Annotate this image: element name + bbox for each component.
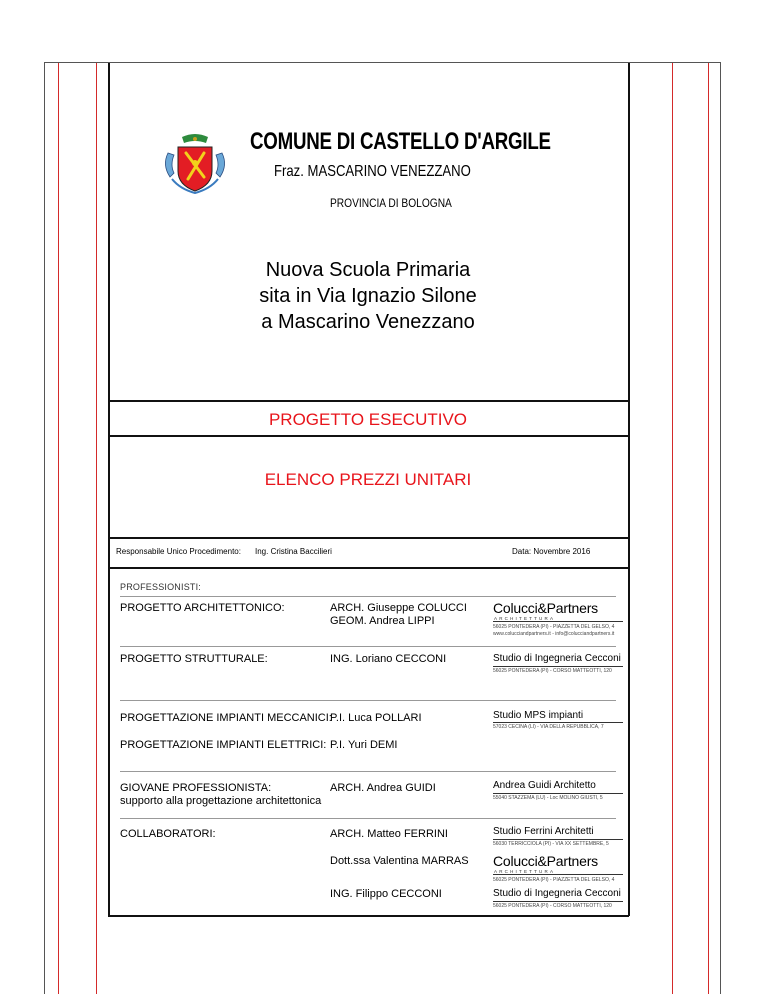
rup-name: Ing. Cristina Baccilieri (255, 547, 332, 556)
info-bar-top-rule (108, 537, 628, 539)
fraction-subtitle: Fraz. MASCARINO VENEZZANO (274, 163, 471, 180)
phase-top-rule (108, 400, 628, 402)
right-red-guide-2 (708, 62, 709, 994)
project-title-line: Nuova Scuola Primaria (265, 259, 471, 281)
professionals-heading: PROFESSIONISTI: (120, 582, 202, 592)
project-title (108, 257, 628, 335)
role-label: PROGETTO ARCHITETTONICO: (120, 602, 285, 614)
document-title: ELENCO PREZZI UNITARI (264, 470, 472, 489)
info-bar-bottom-rule (108, 567, 628, 569)
professional-name: P.I. Yuri DEMI (330, 739, 398, 751)
professional-name: ARCH. Giuseppe COLUCCI (330, 602, 467, 614)
firm-rule (493, 666, 623, 667)
firm-name: Studio MPS impianti (493, 710, 584, 721)
firm-rule (493, 839, 623, 840)
phase-bottom-rule (108, 435, 628, 437)
right-red-guide-1 (672, 62, 673, 994)
outer-left-border (44, 62, 45, 994)
firm-logo: Colucci&Partners (493, 600, 598, 616)
firm-address: 56025 PONTEDERA (PI) - PIAZZETTA DEL GELSO, 4 (493, 877, 615, 883)
firm-web: www.colucciandpartners.it - info@colucciandpartners.it (493, 631, 615, 637)
firm-address: 57023 CECINA (LI) - VIA DELLA REPUBBLICA, 7 (493, 724, 604, 730)
outer-top-border (44, 62, 720, 63)
right-frame-line (628, 62, 630, 916)
role-sublabel: supporto alla progettazione architettonica (120, 795, 322, 807)
firm-rule (493, 874, 623, 875)
firm-rule (493, 621, 623, 622)
frame-bottom-rule (108, 915, 629, 917)
province-label: PROVINCIA DI BOLOGNA (330, 196, 452, 210)
professional-name: GEOM. Andrea LIPPI (330, 615, 435, 627)
professional-name: ING. Loriano CECCONI (330, 653, 447, 665)
left-red-guide-2 (96, 62, 97, 994)
firm-address: 56030 TERRICCIOLA (PI) - VIA XX SETTEMBRE, 5 (493, 841, 609, 847)
role-label: GIOVANE PROFESSIONISTA: (120, 782, 272, 794)
row-separator (120, 771, 616, 772)
professional-name: ING. Filippo CECCONI (330, 888, 442, 900)
firm-address: 56025 PONTEDERA (PI) - PIAZZETTA DEL GELSO, 4 (493, 624, 615, 630)
firm-address: 56025 PONTEDERA (PI) - CORSO MATTEOTTI, 120 (493, 668, 612, 674)
firm-name: Studio di Ingegneria Cecconi (493, 653, 621, 664)
left-red-guide-1 (58, 62, 59, 994)
firm-logo: Colucci&Partners (493, 853, 598, 869)
professional-name: ARCH. Andrea GUIDI (330, 782, 436, 794)
row-separator (120, 646, 616, 647)
row-separator (120, 818, 616, 819)
firm-rule (493, 901, 623, 902)
firm-logo-sub: ARCHITETTURA (494, 616, 556, 621)
firm-name: Studio Ferrini Architetti (493, 826, 594, 837)
row-separator (120, 700, 616, 701)
firm-address: 55040 STAZZEMA (LU) - Loc MOLINO GIUSTI, 5 (493, 795, 603, 801)
firm-logo-sub: ARCHITETTURA (494, 869, 556, 874)
phase-label: PROGETTO ESECUTIVO (268, 410, 468, 429)
coat-of-arms-emblem (160, 133, 230, 195)
role-label: COLLABORATORI: (120, 828, 216, 840)
professional-name: Dott.ssa Valentina MARRAS (330, 855, 469, 867)
role-label: PROGETTAZIONE IMPIANTI MECCANICI: (120, 712, 332, 724)
project-title-line: sita in Via Ignazio Silone (259, 285, 477, 307)
professionals-heading-rule (120, 596, 616, 597)
rup-label: Responsabile Unico Procedimento: (116, 547, 241, 556)
firm-rule (493, 722, 623, 723)
firm-name: Studio di Ingegneria Cecconi (493, 888, 621, 899)
firm-address: 56025 PONTEDERA (PI) - CORSO MATTEOTTI, 120 (493, 903, 612, 909)
role-label: PROGETTAZIONE IMPIANTI ELETTRICI: (120, 739, 327, 751)
project-title-line: a Mascarino Venezzano (261, 311, 475, 333)
municipality-title: COMUNE DI CASTELLO D'ARGILE (250, 128, 551, 155)
role-label: PROGETTO STRUTTURALE: (120, 653, 268, 665)
professional-name: ARCH. Matteo FERRINI (330, 828, 448, 840)
firm-name: Andrea Guidi Architetto (493, 780, 596, 791)
firm-rule (493, 793, 623, 794)
professional-name: P.I. Luca POLLARI (330, 712, 422, 724)
date-label: Data: Novembre 2016 (512, 547, 591, 556)
outer-right-border (720, 62, 721, 994)
